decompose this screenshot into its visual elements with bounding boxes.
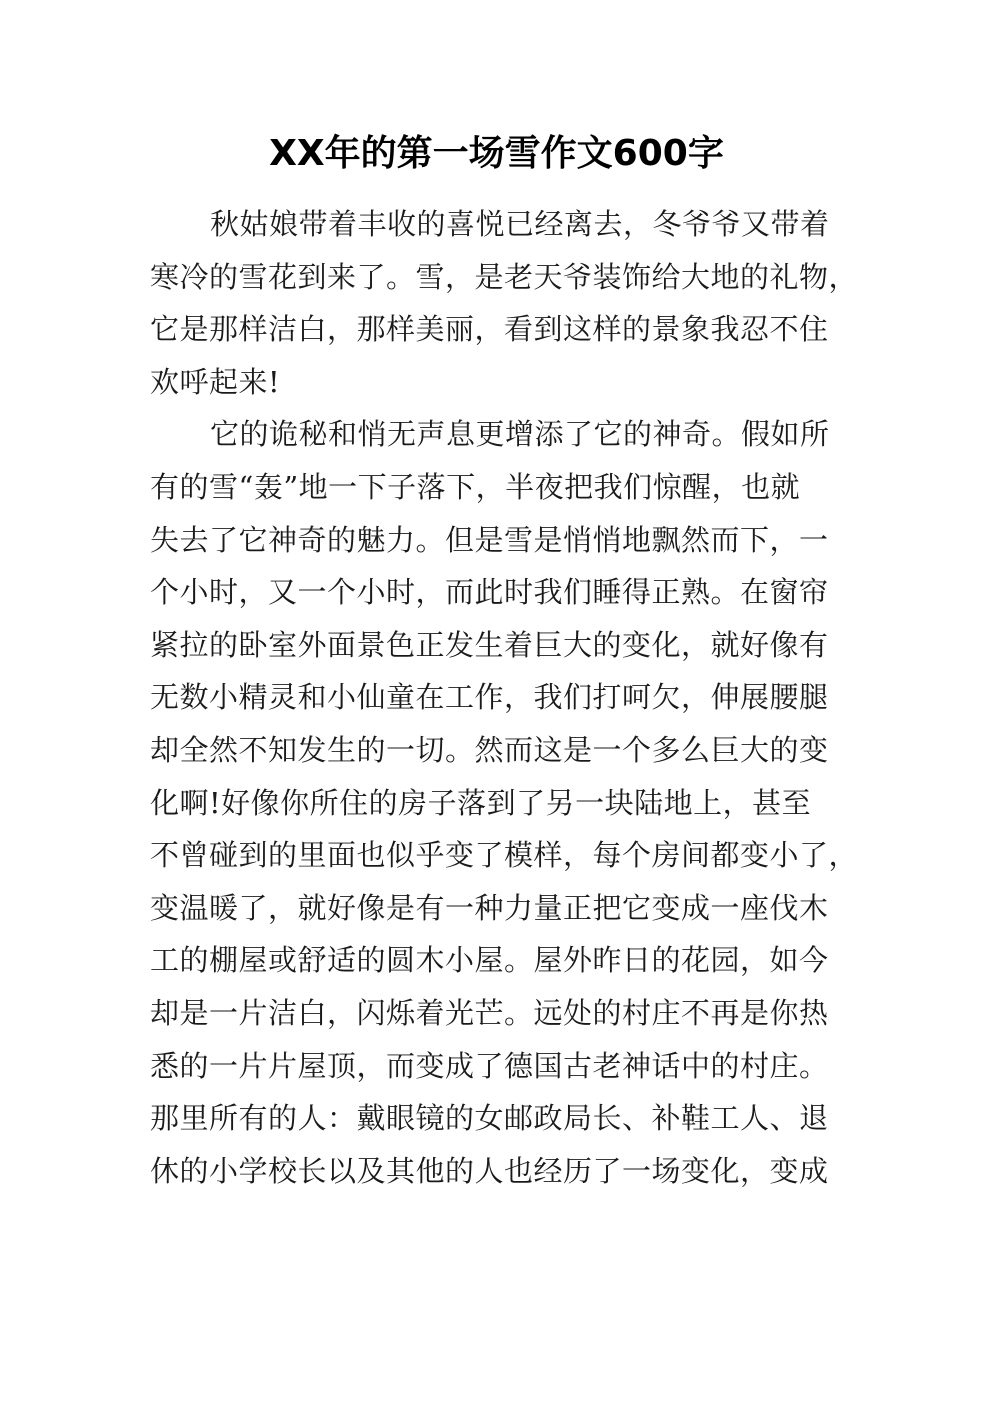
text-line: 欢呼起来! xyxy=(150,364,281,399)
text-line: 秋姑娘带着丰收的喜悦已经离去，冬爷爷又带着 xyxy=(210,207,830,241)
text-line: 有的雪“轰”地一下子落下，半夜把我们惊醒，也就 xyxy=(150,469,801,504)
text-line: 化啊!好像你所住的房子落到了另一块陆地上，甚至 xyxy=(150,785,812,820)
text-line: 不曾碰到的里面也似乎变了模样，每个房间都变小了， xyxy=(150,838,859,873)
text-line: 紧拉的卧室外面景色正发生着巨大的变化，就好像有 xyxy=(150,627,829,662)
text-line: 休的小学校长以及其他的人也经历了一场变化，变成 xyxy=(150,1153,829,1188)
text-line: 它的诡秘和悄无声息更增添了它的神奇。假如所 xyxy=(210,417,830,452)
text-line: 却是一片洁白，闪烁着光芒。远处的村庄不再是你热 xyxy=(150,995,829,1030)
text-line: 它是那样洁白，那样美丽，看到这样的景象我忍不住 xyxy=(150,312,829,347)
text-line: 寒冷的雪花到来了。雪，是老天爷装饰给大地的礼物， xyxy=(150,259,859,294)
text-line: 失去了它神奇的魅力。但是雪是悄悄地飘然而下，一 xyxy=(150,522,829,557)
text-line: 工的棚屋或舒适的圆木小屋。屋外昨日的花园，如今 xyxy=(150,943,829,978)
text-line: 那里所有的人：戴眼镜的女邮政局长、补鞋工人、退 xyxy=(150,1101,829,1136)
text-line: 变温暖了，就好像是有一种力量正把它变成一座伐木 xyxy=(150,890,829,925)
page-title: XX年的第一场雪作文600字 xyxy=(269,133,724,174)
essay-body xyxy=(150,198,859,1197)
text-line: 个小时，又一个小时，而此时我们睡得正熟。在窗帘 xyxy=(150,575,829,610)
text-line: 无数小精灵和小仙童在工作，我们打呵欠，伸展腰腿 xyxy=(150,680,829,715)
text-line: 却全然不知发生的一切。然而这是一个多么巨大的变 xyxy=(150,732,829,767)
text-line: 悉的一片片屋顶，而变成了德国古老神话中的村庄。 xyxy=(150,1048,829,1083)
